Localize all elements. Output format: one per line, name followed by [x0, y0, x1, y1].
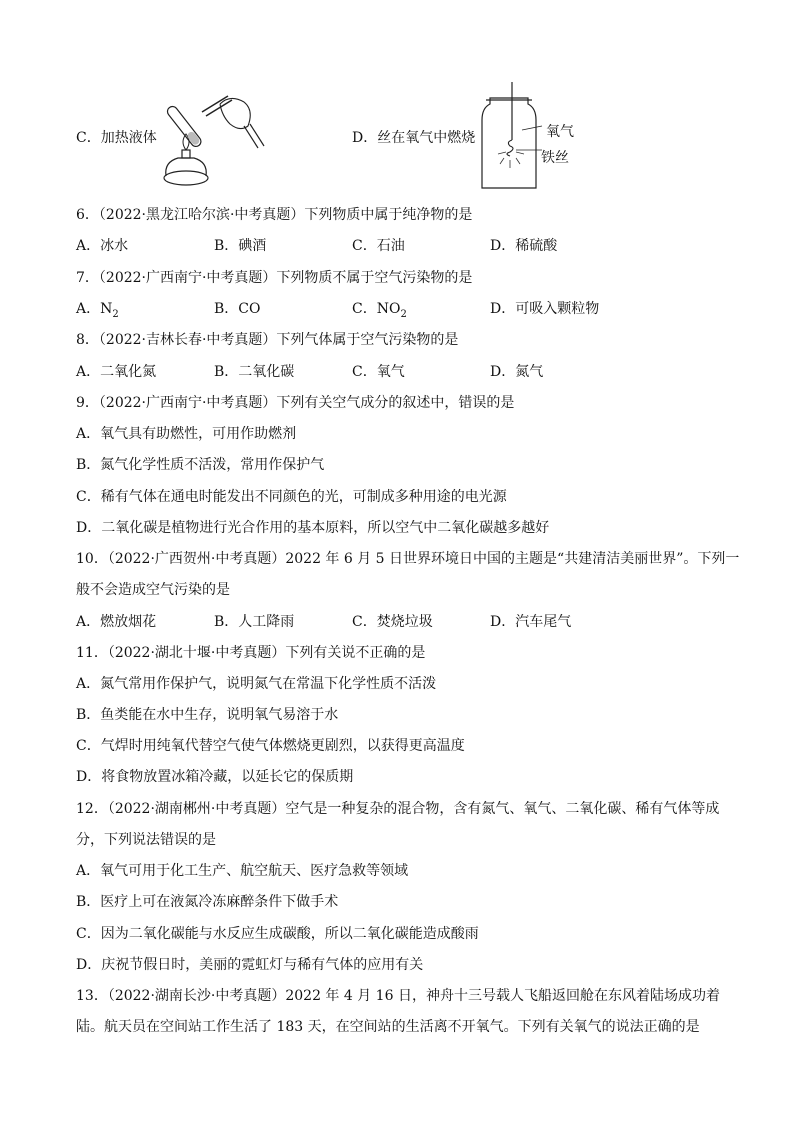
q8-option-a: A．二氧化氮	[76, 364, 157, 380]
option-c-heat-liquid: C．加热液体	[76, 130, 157, 146]
q12-option-b: B．医疗上可在液氮冷冻麻醉条件下做手术	[76, 894, 339, 910]
q12-stem-line2: 分，下列说法错误的是	[76, 832, 216, 848]
q9-option-d: D．二氧化碳是植物进行光合作用的基本原料，所以空气中二氧化碳越多越好	[76, 520, 550, 536]
q10-option-b: B．人工降雨	[214, 614, 295, 630]
q13-stem-line1: 13．（2022·湖南长沙·中考真题）2022 年 4 月 16 日，神舟十三号载人飞船返回舱在东风着陆场成功着	[76, 988, 720, 1004]
q6-stem: 6．（2022·黑龙江哈尔滨·中考真题）下列物质中属于纯净物的是	[76, 207, 473, 223]
q12-option-c: C．因为二氧化碳能与水反应生成碳酸，所以二氧化碳能造成酸雨	[76, 926, 479, 942]
q11-option-a: A．氮气常用作保护气，说明氮气在常温下化学性质不活泼	[76, 676, 437, 692]
q6-option-b: B．碘酒	[214, 238, 267, 254]
q6-option-c: C．石油	[352, 238, 405, 254]
q10-option-c: C．焚烧垃圾	[352, 614, 433, 630]
q6-option-a: A．冰水	[76, 238, 129, 254]
q8-stem: 8．（2022·吉林长春·中考真题）下列气体属于空气污染物的是	[76, 332, 459, 348]
q9-option-b: B．氮气化学性质不活泼，常用作保护气	[76, 457, 325, 473]
q11-option-b: B．鱼类能在水中生存，说明氧气易溶于水	[76, 707, 339, 723]
q10-stem-line1: 10．（2022·广西贺州·中考真题）2022 年 6 月 5 日世界环境日中国的主题是“共建清洁美丽世界”。下列一	[76, 551, 740, 567]
q7-option-d: D．可吸入颗粒物	[490, 301, 600, 317]
q9-option-a: A．氧气具有助燃性，可用作助燃剂	[76, 426, 297, 442]
q12-option-d: D．庆祝节假日时，美丽的霓虹灯与稀有气体的应用有关	[76, 957, 424, 973]
q7-option-a: A．$N_2$	[76, 301, 119, 320]
q10-stem-line2: 般不会造成空气污染的是	[76, 582, 230, 598]
heating-liquid-figure	[158, 86, 270, 190]
iron-wire-label: 铁丝	[541, 150, 569, 166]
q7-option-b: B．CO	[214, 301, 261, 317]
q11-option-c: C．气焊时用纯氧代替空气使气体燃烧更剧烈，以获得更高温度	[76, 738, 465, 754]
oxygen-label: 氧气	[546, 124, 574, 140]
q11-option-d: D．将食物放置冰箱冷藏，以延长它的保质期	[76, 769, 354, 785]
q12-option-a: A．氧气可用于化工生产、航空航天、医疗急救等领域	[76, 863, 409, 879]
q8-option-d: D．氮气	[490, 364, 544, 380]
q10-option-a: A．燃放烟花	[76, 614, 157, 630]
q7-option-c: C．$NO_2$	[352, 301, 407, 320]
q7-stem: 7．（2022·广西南宁·中考真题）下列物质不属于空气污染物的是	[76, 270, 473, 286]
q6-option-d: D．稀硫酸	[490, 238, 558, 254]
q11-stem: 11．（2022·湖北十堰·中考真题）下列有关说不正确的是	[76, 645, 426, 661]
q9-option-c: C．稀有气体在通电时能发出不同颜色的光，可制成多种用途的电光源	[76, 489, 507, 505]
q13-stem-line2: 陆。航天员在空间站工作生活了 183 天，在空间站的生活离不开氧气。下列有关氧气的说法正确的是	[76, 1019, 700, 1035]
wire-burning-figure	[476, 80, 546, 192]
q9-stem: 9．（2022·广西南宁·中考真题）下列有关空气成分的叙述中，错误的是	[76, 395, 515, 411]
q8-option-b: B．二氧化碳	[214, 364, 295, 380]
q8-option-c: C．氧气	[352, 364, 405, 380]
q12-stem-line1: 12．（2022·湖南郴州·中考真题）空气是一种复杂的混合物，含有氮气、氧气、二氧化碳、稀有气体等成	[76, 801, 720, 817]
option-d-wire-burning: D．丝在氧气中燃烧	[352, 130, 476, 146]
q10-option-d: D．汽车尾气	[490, 614, 572, 630]
